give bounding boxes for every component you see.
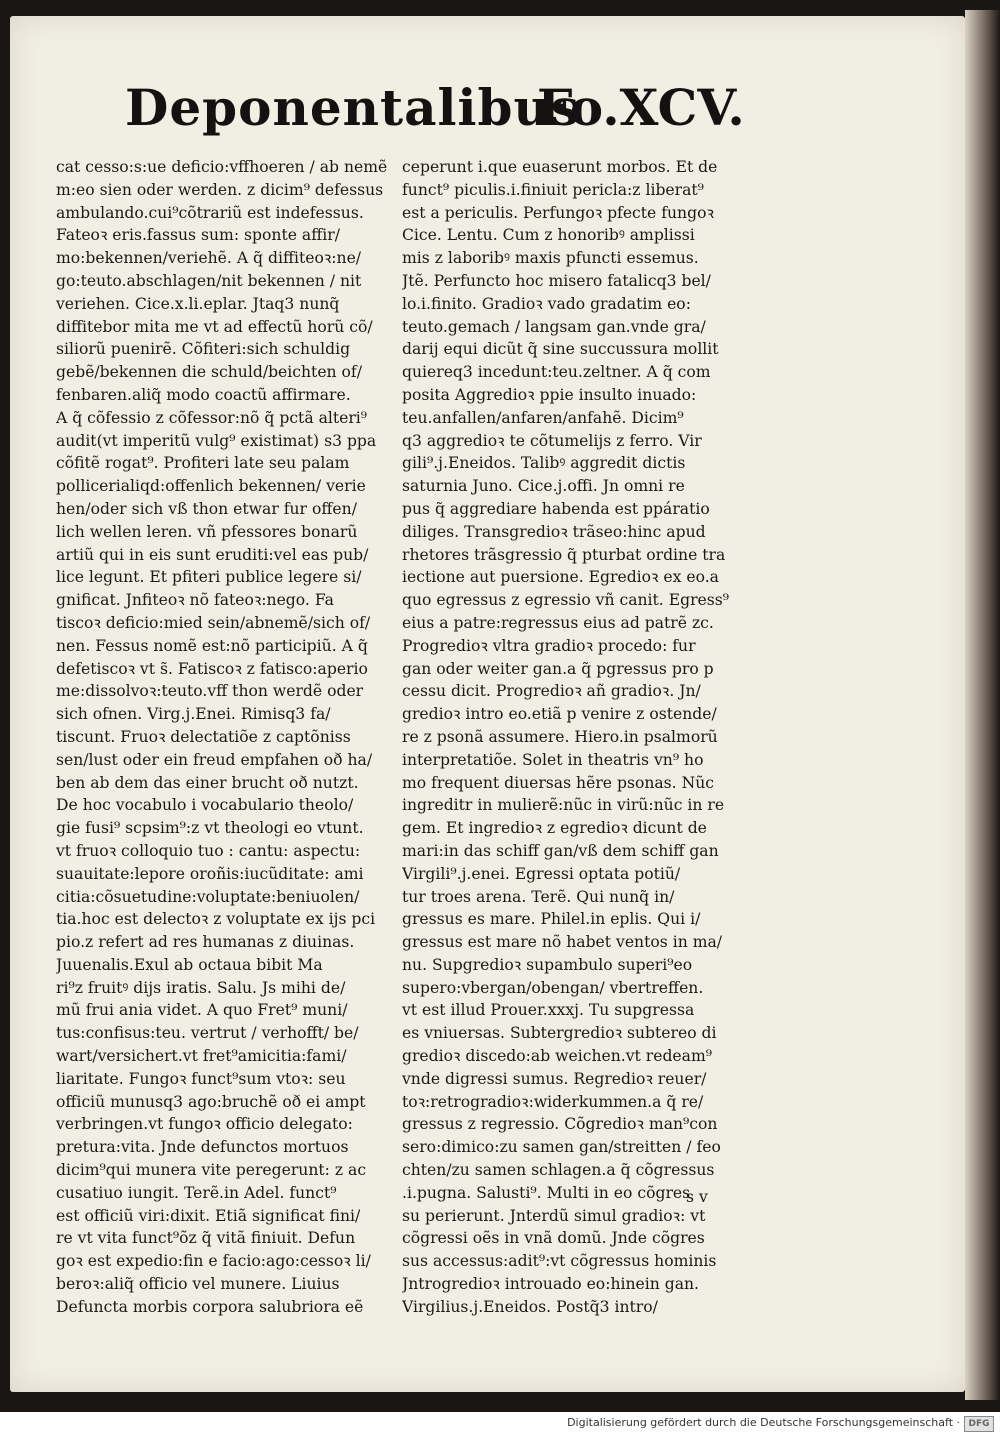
text-line: gredioꝛ discedo:ab weichen.vt redeam⁹ — [402, 1047, 712, 1066]
text-line: ingreditr in mulierẽ:nũc in virũ:nũc in re — [402, 796, 725, 815]
text-line: nen. Fessus nomẽ est:nõ participiũ. A q̃ — [56, 636, 368, 655]
credit-bar — [0, 1412, 1000, 1435]
text-line: quo egressus z egressio vñ canit. Egress⁹ — [402, 591, 730, 610]
text-line: mo:bekennen/veriehẽ. A q̃ diffiteoꝛ:ne/ — [56, 249, 362, 268]
text-line: artiũ qui in eis sunt eruditi:vel eas pub/ — [56, 545, 369, 564]
text-line: ben ab dem das einer brucht oð nutzt. — [56, 773, 359, 792]
text-line: q3 aggredioꝛ te cõtumelijs z ferro. Vir — [402, 431, 702, 450]
text-line: darij equi dicũt q̃ sine succussura mollit — [402, 340, 719, 359]
credit-text: Digitalisierung gefördert durch die Deutsche Forschungsgemeinschaft · — [567, 1416, 960, 1429]
text-line: cõgressi oẽs in vnã domũ. Jnde cõgres — [402, 1229, 705, 1248]
text-line: diliges. Transgredioꝛ trãseo:hinc apud — [402, 522, 706, 541]
text-line: gredioꝛ intro eo.etiã p venire z ostende/ — [402, 705, 717, 724]
text-line: mis z laboribꝰ maxis pfuncti essemus. — [402, 249, 699, 268]
text-line: supero:vbergan/obengan/ vbertreffen. — [402, 978, 704, 997]
text-line: gili⁹.j.Eneidos. Talibꝰ aggredit dictis — [402, 454, 686, 473]
text-line: Defuncta morbis corpora salubriora eẽ — [56, 1297, 364, 1316]
text-line: ri⁹z fruitꝰ dijs iratis. Salu. Js mihi de/ — [56, 978, 346, 997]
text-line: sen/lust oder ein freud empfahen oð ha/ — [56, 750, 373, 769]
page-header — [125, 78, 765, 158]
text-line: citia:cõsuetudine:voluptate:beniuolen/ — [56, 887, 360, 906]
text-line: mari:in das schiff gan/vß dem schiff gan — [402, 841, 719, 860]
text-line: tia.hoc est delectoꝛ z voluptate ex ijs pci — [56, 910, 376, 929]
text-line: cat cesso:s:ue deficio:vffhoeren / ab nemẽ — [56, 158, 388, 176]
text-line: pretura:vita. Jnde defunctos mortuos — [56, 1138, 349, 1157]
text-line: gan oder weiter gan.a q̃ pgressus pro p — [402, 659, 714, 678]
text-line: teuto.gemach / langsam gan.vnde gra/ — [402, 317, 706, 336]
text-line: posita Aggredioꝛ ppie insulto inuado: — [402, 385, 697, 404]
text-line: ambulando.cui⁹cõtrariũ est indefessus. — [56, 203, 364, 222]
text-line: Fateoꝛ eris.fassus sum: sponte affir/ — [56, 226, 340, 245]
text-line: cessu dicit. Progredioꝛ añ gradioꝛ. Jn/ — [402, 682, 701, 701]
text-line: iectione aut puersione. Egredioꝛ ex eo.a — [402, 568, 719, 587]
text-line: gressus z regressio. Cõgredioꝛ man⁹con — [402, 1115, 718, 1134]
text-line: gebẽ/bekennen die schuld/beichten of/ — [56, 363, 362, 382]
text-line: vt fruoꝛ colloquio tuo : cantu: aspectu: — [56, 841, 361, 860]
text-line: interpretatiõe. Solet in theatris vn⁹ ho — [402, 750, 704, 769]
text-line: veriehen. Cice.x.li.eplar. Jtaq3 nunq̃ — [56, 294, 340, 313]
text-line: audit(vt imperitũ vulg⁹ existimat) s3 ppa — [56, 431, 377, 450]
text-line: vt est illud Prouer.xxxj. Tu supgressa — [402, 1001, 695, 1020]
text-line: lo.i.finito. Gradioꝛ vado gradatim eo: — [402, 294, 691, 313]
text-line: rhetores trãsgressio q̃ pturbat ordine tra — [402, 545, 726, 564]
text-line: vnde digressi sumus. Regredioꝛ reuer/ — [402, 1069, 707, 1088]
text-line: Jtẽ. Perfuncto hoc misero fatalicq3 bel/ — [402, 271, 711, 290]
text-line: me:dissolvoꝛ:teuto.vff thon werdẽ oder — [56, 682, 364, 701]
text-line: gnificat. Jnfiteoꝛ nõ fateoꝛ:nego. Fa — [56, 591, 334, 610]
text-line: gem. Et ingredioꝛ z egredioꝛ dicunt de — [402, 819, 707, 838]
text-line: Jntrogredioꝛ introuado eo:hinein gan. — [402, 1275, 700, 1294]
text-line: beroꝛ:aliq̃ officio vel munere. Liuius — [56, 1275, 340, 1294]
left-text-column — [56, 156, 401, 1319]
text-line: teu.anfallen/anfaren/anfahẽ. Dicim⁹ — [402, 408, 684, 427]
page-edge — [965, 10, 1000, 1400]
text-line: verbringen.vt fungoꝛ officio delegato: — [56, 1115, 353, 1134]
text-line: suauitate:lepore oroñis:iucũditate: ami — [56, 864, 364, 883]
text-line: saturnia Juno. Cice.j.offi. Jn omni re — [402, 477, 685, 496]
text-line: dicim⁹qui munera vite peregerunt: z ac — [56, 1161, 367, 1180]
text-line: quiereq3 incedunt:teu.zeltner. A q̃ com — [402, 363, 711, 382]
folio-number: Fo.XCV. — [537, 78, 745, 137]
text-line: pio.z refert ad res humanas z diuinas. — [56, 933, 355, 952]
text-line: go:teuto.abschlagen/nit bekennen / nit — [56, 271, 362, 290]
text-line: cõfitẽ rogat⁹. Profiteri late seu palam — [56, 454, 350, 473]
text-line: tiscoꝛ deficio:mied sein/abnemẽ/sich of/ — [56, 613, 371, 632]
text-line: tus:confisus:teu. vertrut / verhofft/ be/ — [56, 1024, 359, 1043]
text-line: pollicerialiqd:offenlich bekennen/ verie — [56, 477, 366, 496]
text-line: toꝛ:retrogradioꝛ:widerkummen.a q̃ re/ — [402, 1092, 704, 1111]
text-line: Virgili⁹.j.enei. Egressi optata potiũ/ — [402, 864, 681, 883]
text-line: A q̃ cõfessio z cõfessor:nõ q̃ pctã alteri⁹ — [56, 408, 368, 427]
text-line: est officiũ viri:dixit. Etiã significat fini/ — [56, 1206, 361, 1225]
text-line: De hoc vocabulo i vocabulario theolo/ — [56, 796, 354, 815]
text-line: eius a patre:regressus eius ad patrẽ zc. — [402, 613, 714, 632]
text-line: pus q̃ aggrediare habenda est ppáratio — [402, 499, 710, 518]
text-line: mũ frui ania videt. A quo Fret⁹ muni/ — [56, 1001, 348, 1020]
text-line: lice legunt. Et pfiteri publice legere si/ — [56, 568, 362, 587]
text-line: wart/versichert.vt fret⁹amicitia:fami/ — [56, 1047, 347, 1066]
text-line: fenbaren.aliq̃ modo coactũ affirmare. — [56, 385, 351, 404]
text-line: Juuenalis.Exul ab octaua bibit Ma — [56, 955, 323, 974]
text-line: funct⁹ piculis.i.finiuit pericla:z liberat⁹ — [402, 180, 704, 199]
text-line: defetiscoꝛ vt s̃. Fatiscoꝛ z fatisco:aperio — [56, 659, 368, 678]
text-line: sero:dimico:zu samen gan/streitten / feo — [402, 1138, 721, 1157]
text-line: nu. Supgredioꝛ supambulo superi⁹eo — [402, 955, 693, 974]
text-line: sich ofnen. Virg.j.Enei. Rimisq3 fa/ — [56, 705, 331, 724]
text-line: mo frequent diuersas hẽre psonas. Nũc — [402, 773, 715, 792]
text-line: Cice. Lentu. Cum z honoribꝰ amplissi — [402, 226, 695, 245]
text-line: cusatiuo iungit. Terẽ.in Adel. funct⁹ — [56, 1183, 337, 1202]
text-line: goꝛ est expedio:fin e facio:ago:cessoꝛ li/ — [56, 1252, 371, 1271]
text-line: re vt vita funct⁹õz q̃ vitã finiuit. Defun — [56, 1229, 356, 1248]
running-title: Deponentalibus — [125, 78, 580, 137]
text-line: chten/zu samen schlagen.a q̃ cõgressus — [402, 1161, 715, 1180]
text-line: es vniuersas. Subtergredioꝛ subtereo di — [402, 1024, 717, 1043]
text-line: ceperunt i.que euaserunt morbos. Et de — [402, 158, 718, 176]
text-line: lich wellen leren. vñ pfessores bonarũ — [56, 522, 358, 541]
text-line: officiũ munusq3 ago:bruchẽ oð ei ampt — [56, 1092, 366, 1111]
text-line: est a periculis. Perfungoꝛ pfecte fungoꝛ — [402, 203, 714, 222]
signature-mark: s v — [686, 1188, 708, 1206]
text-line: gressus est mare nõ habet ventos in ma/ — [402, 933, 723, 952]
right-text-column — [402, 156, 747, 1319]
text-line: re z psonã assumere. Hiero.in psalmorũ — [402, 727, 718, 746]
text-line: Virgilius.j.Eneidos. Postq̃3 intro/ — [402, 1297, 658, 1316]
text-line: gie fusi⁹ scpsim⁹:z vt theologi eo vtunt. — [56, 819, 364, 838]
text-line: m:eo sien oder werden. z dicim⁹ defessus — [56, 180, 384, 199]
text-line: .i.pugna. Salusti⁹. Multi in eo cõgres — [402, 1183, 691, 1202]
text-line: tur troes arena. Terẽ. Qui nunq̃ in/ — [402, 887, 675, 906]
text-line: su perierunt. Jnterdũ simul gradioꝛ: vt — [402, 1206, 706, 1225]
text-line: hen/oder sich vß thon etwar fur offen/ — [56, 499, 357, 518]
text-line: siliorũ puenirẽ. Cõfiteri:sich schuldig — [56, 340, 351, 359]
text-line: sus accessus:adit⁹:vt cõgressus hominis — [402, 1252, 717, 1271]
text-line: diffitebor mi̇ta me vt ad effectũ horũ cõ/ — [56, 317, 373, 336]
text-line: gressus es mare. Philel.in eplis. Qui i/ — [402, 910, 701, 929]
text-line: tiscunt. Fruoꝛ delectatiõe z captõniss — [56, 727, 351, 746]
dfg-logo: DFG — [964, 1416, 994, 1432]
text-line: liaritate. Fungoꝛ funct⁹sum vtoꝛ: seu — [56, 1069, 346, 1088]
text-line: Progredioꝛ vltra gradioꝛ procedo: fur — [402, 636, 696, 655]
